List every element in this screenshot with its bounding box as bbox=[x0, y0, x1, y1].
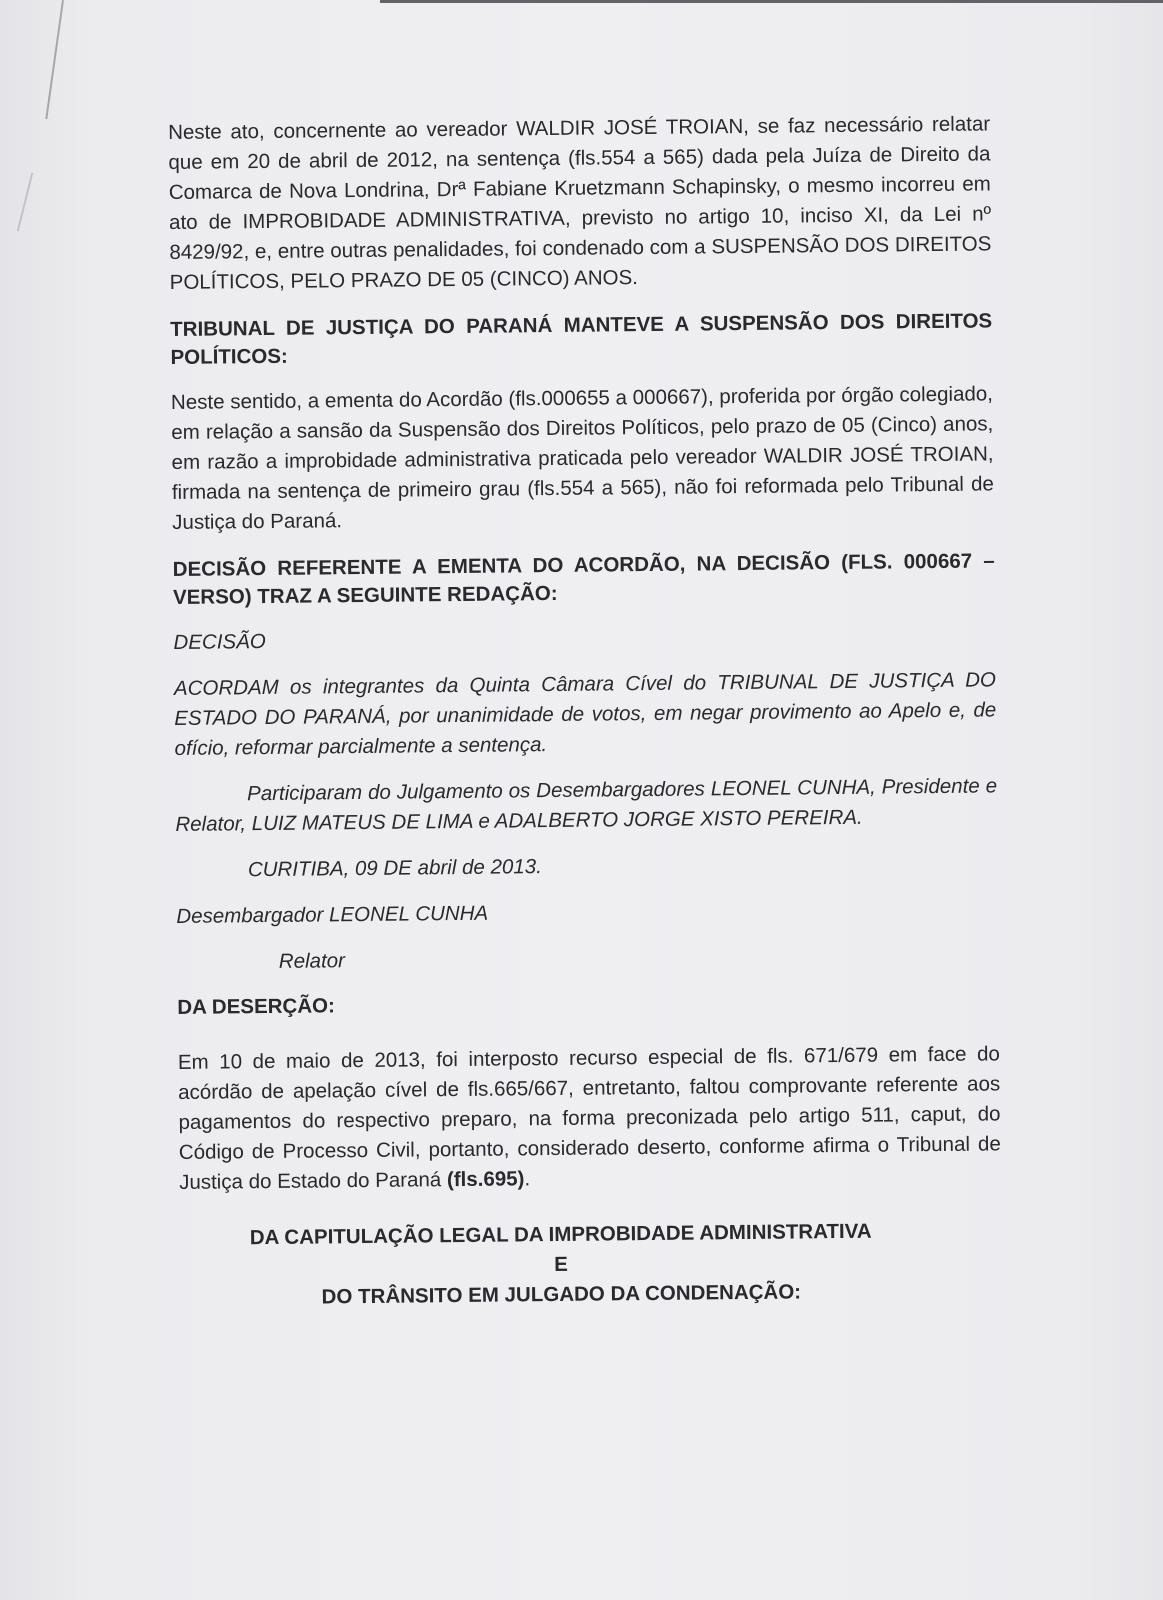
paragraph-participaram: Participaram do Julgamento os Desembargadores LEONEL CUNHA, Presidente e Relator, LUIZ MATEUS DE LIMA e ADALBERTO JORGE XISTO PEREIRA. bbox=[175, 774, 998, 836]
scan-margin-mark bbox=[17, 173, 33, 232]
signature-desembargador: Desembargador LEONEL CUNHA bbox=[176, 901, 489, 928]
desercao-fls-ref: (fls.695) bbox=[446, 1167, 525, 1192]
paragraph-ementa: Neste sentido, a ementa do Acordão (fls.000655 a 000667), proferida por órgão colegiado, em relação a sansão da Suspensão dos Direitos Políticos, pelo prazo de 05 (Cinco) anos, em razão a improbidade administrativa praticada pelo vereador WALDIR JOSÉ TROIAN, firmada na sentença de primeiro grau (fls.554 a 565), não foi reformada pelo Tribunal de Justiça do Paraná. bbox=[170, 382, 994, 534]
document-body bbox=[168, 109, 1002, 1314]
scan-left-edge bbox=[45, 0, 64, 119]
heading-desercao: DA DESERÇÃO: bbox=[177, 994, 335, 1019]
signature-relator: Relator bbox=[278, 949, 346, 973]
heading-capitulacao bbox=[180, 1215, 1003, 1314]
desercao-text: Em 10 de maio de 2013, foi interposto recurso especial de fls. 671/679 em face do acórdão de apelação cível de fls.665/667, entretanto, faltou comprovante referente aos pagamentos do respectivo preparo, na forma preconizada pelo artigo 511, caput, do Código de Processo Civil, portanto, considerado deserto, conforme afirma o Tribunal de Justiça do Estado do Paraná bbox=[177, 1042, 1001, 1194]
paragraph-vereador: Neste ato, concernente ao vereador WALDIR JOSÉ TROIAN, se faz necessário relatar que em 20 de abril de 2012, na sentença (fls.554 a 565) dada pela Juíza de Direito da Comarca de Nova Londrina, Drª Fabiane Kruetzmann Schapinsky, o mesmo incorreu em ato de IMPROBIDADE ADMINISTRATIVA, previsto no artigo 10, inciso XI, da Lei nº 8429/92, e, entre outras penalidades, foi condenado com a SUSPENSÃO DOS DIREITOS POLÍTICOS, PELO PRAZO DE 05 (CINCO) ANOS. bbox=[168, 112, 992, 294]
heading-capitulacao-line1: DA CAPITULAÇÃO LEGAL DA IMPROBIDADE ADMINISTRATIVA bbox=[249, 1219, 872, 1250]
heading-capitulacao-line3: DO TRÂNSITO EM JULGADO DA CONDENAÇÃO: bbox=[321, 1280, 802, 1309]
heading-tribunal: TRIBUNAL DE JUSTIÇA DO PARANÁ MANTEVE A SUSPENSÃO DOS DIREITOS POLÍTICOS: bbox=[170, 309, 993, 369]
heading-capitulacao-line2: E bbox=[554, 1252, 568, 1277]
paragraph-desercao bbox=[178, 1039, 1002, 1198]
decisao-label: DECISÃO bbox=[173, 630, 266, 654]
local-data: CURITIBA, 09 DE abril de 2013. bbox=[247, 855, 542, 882]
desercao-period: . bbox=[524, 1167, 531, 1191]
scan-top-border bbox=[380, 0, 1163, 3]
heading-decisao-ementa: DECISÃO REFERENTE A EMENTA DO ACORDÃO, NA DECISÃO (FLS. 000667 – VERSO) TRAZ A SEGUINTE REDAÇÃO: bbox=[172, 549, 995, 609]
paragraph-acordam: ACORDAM os integrantes da Quinta Câmara Cível do TRIBUNAL DE JUSTIÇA DO ESTADO DO PARANÁ, por unanimidade de votos, em negar provimento ao Apelo e, de ofício, reformar parcialmente a sentença. bbox=[173, 668, 997, 760]
